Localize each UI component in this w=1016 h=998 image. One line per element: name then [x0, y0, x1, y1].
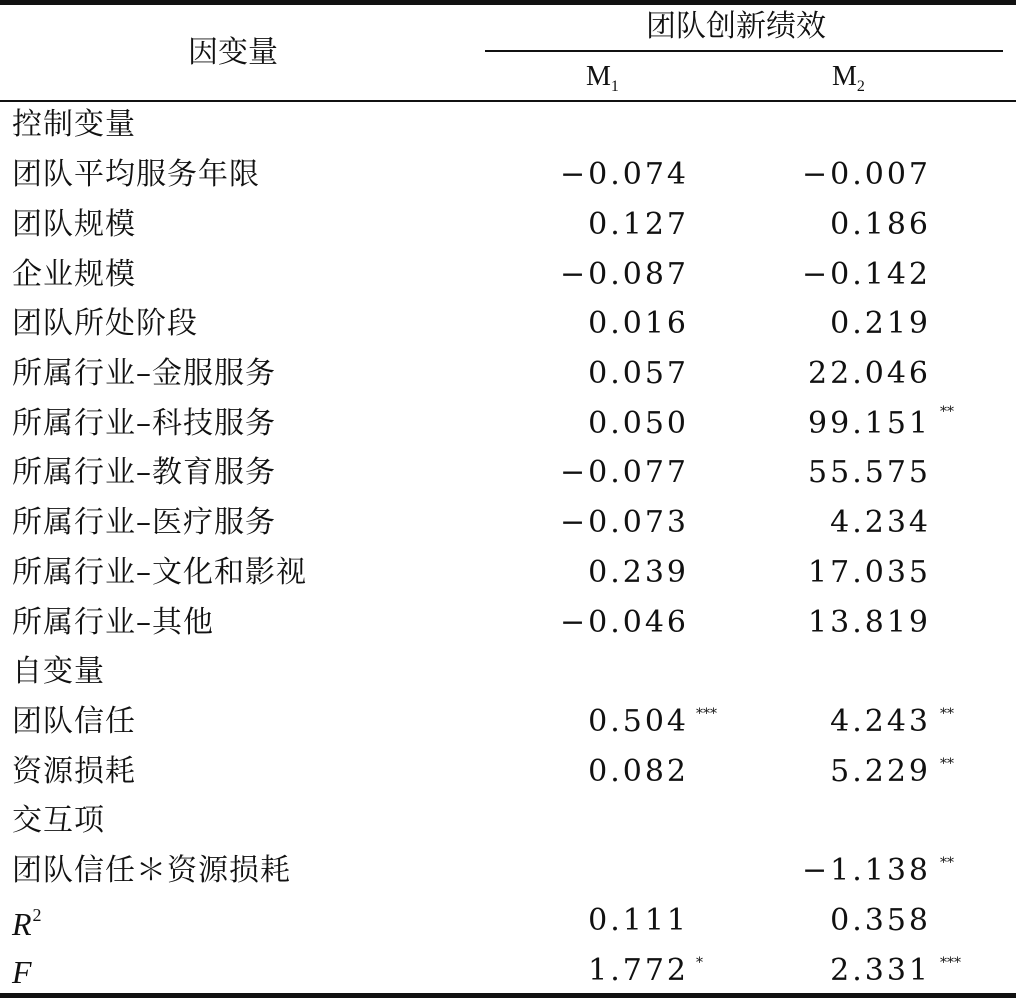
m2-value: 2.331	[830, 953, 931, 988]
model-1-header: $M_1$	[586, 61, 619, 95]
significance-marker: **	[940, 756, 954, 772]
row-label: 所属行业–金服服务	[12, 356, 276, 391]
m2-value: 0.186	[830, 207, 931, 242]
m1-value: 0.504	[588, 704, 689, 739]
m1-value: 0.082	[588, 754, 689, 789]
m2-value: 22.046	[808, 356, 931, 391]
m2-value: −0.142	[801, 257, 931, 292]
m1-value: −0.073	[559, 505, 689, 540]
m1-value: 0.016	[588, 306, 689, 341]
significance-marker: *	[696, 955, 703, 971]
header-bottom-rule	[0, 100, 1016, 102]
row-label: 所属行业–其他	[12, 605, 214, 640]
table-bottom-rule	[0, 993, 1016, 998]
m1-value: −0.074	[559, 157, 689, 192]
m1-value: 0.050	[588, 406, 689, 441]
team-innovation-performance-header: 团队创新绩效	[646, 9, 826, 44]
significance-marker: ***	[940, 955, 961, 971]
m1-value: −0.046	[559, 605, 689, 640]
m2-value: 4.234	[830, 505, 931, 540]
m1-value: 0.111	[588, 903, 689, 938]
row-label: 所属行业–文化和影视	[12, 555, 307, 590]
m2-value: 17.035	[808, 555, 931, 590]
section-label: 交互项	[12, 803, 105, 838]
m1-value: 0.057	[588, 356, 689, 391]
significance-marker: ***	[696, 706, 717, 722]
group-header-rule	[485, 50, 1003, 52]
model-2-header: $M_2$	[832, 61, 865, 95]
m2-value: 5.229	[830, 754, 931, 789]
m1-value: 0.127	[588, 207, 689, 242]
m2-value: 0.358	[830, 903, 931, 938]
f-statistic-label: F	[12, 954, 33, 990]
row-label: 所属行业–教育服务	[12, 455, 276, 490]
dependent-variable-header: 因变量	[188, 35, 278, 70]
m2-value: 13.819	[808, 605, 931, 640]
row-label: 团队规模	[12, 207, 136, 242]
row-label: 团队信任	[12, 704, 136, 739]
row-label: 资源损耗	[12, 754, 136, 789]
section-label: 自变量	[12, 654, 105, 689]
m2-value: −0.007	[801, 157, 931, 192]
significance-marker: **	[940, 404, 954, 420]
m2-value: 99.151	[808, 406, 931, 441]
row-label: 团队所处阶段	[12, 306, 198, 341]
row-label: 企业规模	[12, 257, 136, 292]
row-label: 所属行业–医疗服务	[12, 505, 276, 540]
m1-value: −0.087	[559, 257, 689, 292]
significance-marker: **	[940, 855, 954, 871]
section-label: 控制变量	[12, 107, 136, 142]
m2-value: 55.575	[808, 455, 931, 490]
m2-value: 0.219	[830, 306, 931, 341]
m1-value: −0.077	[559, 455, 689, 490]
significance-marker: **	[940, 706, 954, 722]
row-label: 团队平均服务年限	[12, 157, 260, 192]
r-squared-label: $R^2$	[12, 905, 43, 942]
m2-value: 4.243	[830, 704, 931, 739]
row-label: 所属行业–科技服务	[12, 406, 276, 441]
m1-value: 0.239	[588, 555, 689, 590]
table-top-rule	[0, 0, 1016, 5]
m1-value: 1.772	[588, 953, 689, 988]
m2-value: −1.138	[801, 853, 931, 888]
row-label: 团队信任＊资源损耗	[12, 853, 291, 888]
